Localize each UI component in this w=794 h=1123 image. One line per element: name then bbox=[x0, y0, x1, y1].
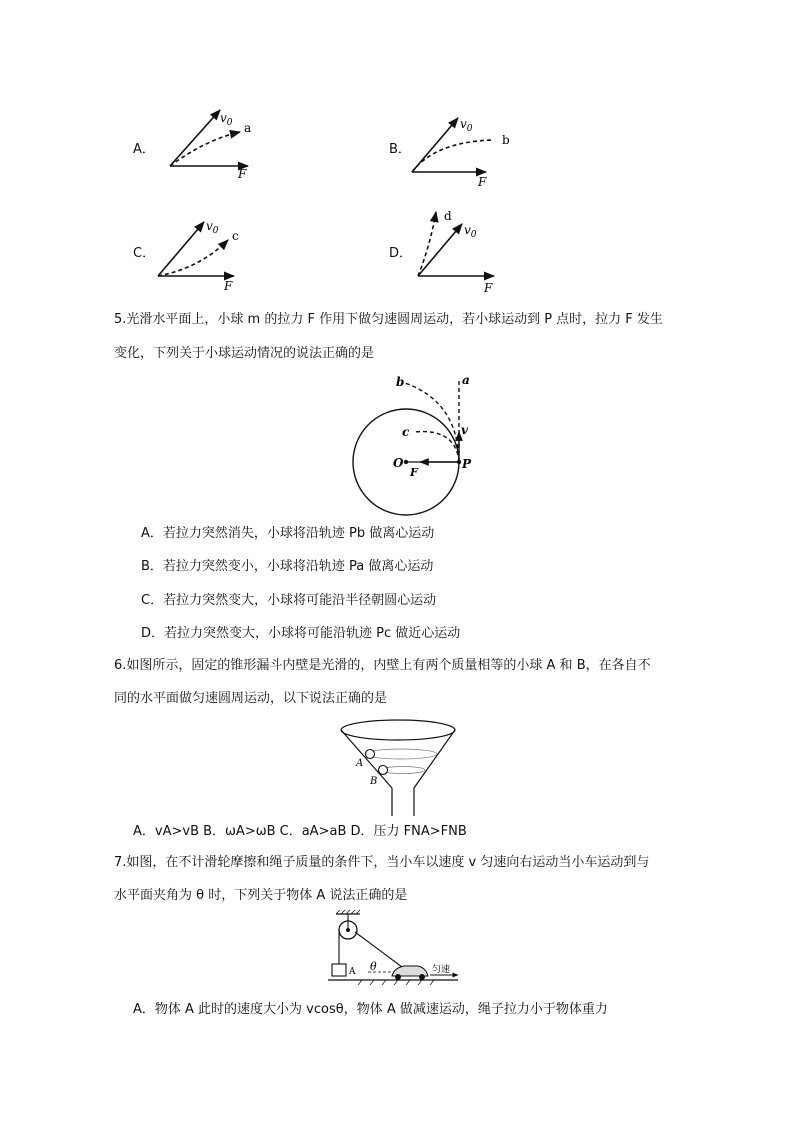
car-wheel bbox=[419, 974, 425, 980]
option-b-letter[interactable]: B． bbox=[389, 142, 411, 157]
q6-stem-line1: 6.如图所示，固定的锥形漏斗内壁是光滑的，内壁上有两个质量相等的小球 A 和 B，在各自不 bbox=[114, 658, 651, 673]
ball-b bbox=[379, 766, 388, 775]
point-p bbox=[457, 460, 461, 464]
v0-label: $v_0$ bbox=[464, 223, 477, 240]
label-c: c bbox=[402, 425, 410, 439]
velocity-arrow bbox=[418, 224, 462, 276]
q7-option-a[interactable]: A．物体 A 此时的速度大小为 vcosθ，物体 A 做减速运动，绳子拉力小于物体重力 bbox=[133, 1002, 608, 1017]
path-label: b bbox=[502, 133, 510, 147]
force-label: F bbox=[224, 279, 233, 293]
q5-stem-line1: 5.光滑水平面上，小球 m 的拉力 F 作用下做匀速圆周运动，若小球运动到 P 点时，拉力 F 发生 bbox=[114, 312, 663, 327]
force-label: F bbox=[484, 281, 493, 295]
q6-options[interactable]: A．vA>vB B．ωA>ωB C．aA>aB D．压力 FNA>FNB bbox=[133, 824, 467, 839]
label-a: A bbox=[356, 758, 364, 769]
q5-option-b[interactable]: B．若拉力突然变小，小球将沿轨迹 Pa 做离心运动 bbox=[141, 559, 434, 574]
q6-funnel-figure bbox=[328, 712, 468, 818]
label-theta: θ bbox=[370, 960, 377, 973]
center-point bbox=[404, 460, 408, 464]
q5-option-d[interactable]: D．若拉力突然变大，小球将可能沿轨迹 Pc 做近心运动 bbox=[141, 626, 461, 641]
orbit-a bbox=[365, 749, 437, 759]
trajectory-path bbox=[412, 140, 492, 172]
funnel-rim bbox=[341, 720, 455, 740]
q5-circular-motion-figure bbox=[340, 370, 490, 520]
q7-pulley-figure bbox=[318, 908, 468, 988]
option-c-vector-figure bbox=[150, 212, 260, 294]
v0-label: $v_0$ bbox=[206, 219, 219, 236]
car-wheel bbox=[395, 974, 401, 980]
label-a: A bbox=[349, 967, 356, 977]
path-label: a bbox=[244, 121, 252, 135]
velocity-arrow bbox=[170, 110, 220, 166]
option-c-letter[interactable]: C． bbox=[133, 246, 156, 261]
block-a bbox=[332, 964, 346, 976]
velocity-arrow bbox=[158, 222, 204, 276]
label-b: b bbox=[396, 375, 405, 389]
label-a: a bbox=[462, 373, 470, 387]
path-b bbox=[402, 382, 459, 462]
option-b-vector-figure bbox=[400, 108, 520, 190]
label-v: v bbox=[461, 423, 468, 437]
option-a-letter[interactable]: A． bbox=[133, 142, 155, 157]
v0-label: $v_0$ bbox=[220, 111, 233, 128]
q5-option-c[interactable]: C．若拉力突然变大，小球将可能沿半径朝圆心运动 bbox=[141, 593, 437, 608]
label-b: B bbox=[370, 776, 378, 787]
label-f: F bbox=[410, 466, 418, 479]
v0-label: $v_0$ bbox=[460, 117, 473, 134]
q5-stem-line2: 变化，下列关于小球运动情况的说法正确的是 bbox=[114, 346, 375, 361]
label-o: O bbox=[393, 456, 404, 470]
option-d-letter[interactable]: D． bbox=[389, 246, 413, 261]
label-p: P bbox=[462, 457, 472, 471]
force-label: F bbox=[238, 167, 247, 181]
path-label: d bbox=[444, 209, 452, 223]
rope-slanted bbox=[355, 932, 406, 970]
label-uniform: 匀速 bbox=[432, 965, 451, 975]
trajectory-path bbox=[158, 240, 228, 276]
q6-stem-line2: 同的水平面做匀速圆周运动，以下说法正确的是 bbox=[114, 691, 388, 706]
option-d-vector-figure bbox=[408, 206, 518, 298]
q7-stem-line1: 7.如图，在不计滑轮摩擦和绳子质量的条件下，当小车以速度 v 匀速向右运动当小车运动到与 bbox=[114, 855, 650, 870]
ball-a bbox=[366, 750, 375, 759]
force-label: F bbox=[478, 175, 487, 189]
q5-option-a[interactable]: A．若拉力突然消失，小球将沿轨迹 Pb 做离心运动 bbox=[141, 526, 435, 541]
option-a-vector-figure bbox=[160, 102, 270, 182]
path-label: c bbox=[232, 229, 239, 243]
q7-stem-line2: 水平面夹角为 θ 时，下列关于物体 A 说法正确的是 bbox=[114, 888, 408, 903]
trajectory-path bbox=[170, 132, 240, 166]
